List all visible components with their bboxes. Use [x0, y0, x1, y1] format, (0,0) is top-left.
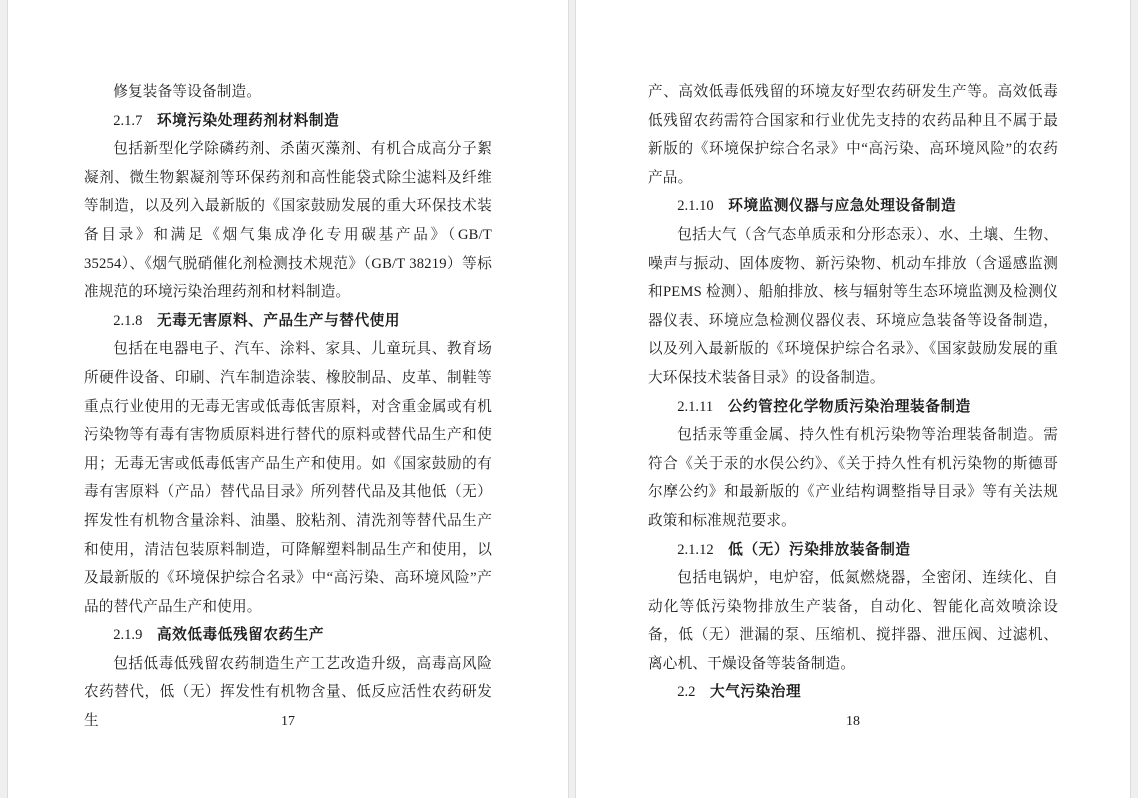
section-title: 公约管控化学物质污染治理装备制造: [727, 398, 971, 415]
section-heading: [648, 393, 1058, 422]
page-left-content: [8, 78, 568, 736]
section-title: 低（无）污染排放装备制造: [728, 541, 911, 558]
section-heading: [84, 621, 492, 650]
section-heading: [648, 536, 1058, 565]
section-number: 2.2: [677, 684, 696, 701]
document-page-left: [8, 0, 568, 798]
section-heading: [648, 192, 1058, 221]
document-page-right: [576, 0, 1130, 798]
section-number: 2.1.11: [677, 398, 714, 415]
paragraph: 修复装备等设备制造。: [113, 84, 262, 100]
section-title: 环境污染处理药剂材料制造: [156, 112, 340, 129]
paragraph: 包括新型化学除磷药剂、杀菌灭藻剂、有机合成高分子絮凝剂、微生物絮凝剂等环保药剂和高性能袋式除尘滤料及纤维等制造，以及列入最新版的《国家鼓励发展的重大环保技术装备目录》和满足《烟气集成净化专用碳基产品》（GB/T 35254）、《烟气脱硝催化剂检测技术规范》（GB/T 38219）等标准规范的环境污染治理药剂和材料制造。: [84, 141, 492, 301]
paragraph: 包括大气（含气态单质汞和分形态汞）、水、土壤、生物、噪声与振动、固体废物、新污染物、机动车排放（含遥感监测和PEMS 检测）、船舶排放、核与辐射等生态环境监测及检测仪器仪表、环境应急检测仪器仪表、环境应急装备等设备制造，以及列入最新版的《环境保护综合名录》、《国家鼓励发展的重大环保技术装备目录》的设备制造。: [648, 226, 1058, 386]
paragraph: 包括在电器电子、汽车、涂料、家具、儿童玩具、教育场所硬件设备、印刷、汽车制造涂装、橡胶制品、皮革、制鞋等重点行业使用的无毒无害或低毒低害原料，对含重金属或有机污染物等有毒有害物质原料进行替代的原料或替代品生产和使用；无毒无害或低毒低害产品生产和使用。如《国家鼓励的有毒有害原料（产品）替代品目录》所列替代品及其他低（无）挥发性有机物含量涂料、油墨、胶粘剂、清洗剂等替代品生产和使用，清洁包装原料制造，可降解塑料制品生产和使用，以及最新版的《环境保护综合名录》中“高污染、高环境风险”产品的替代产品生产和使用。: [84, 341, 492, 615]
section-title: 无毒无害原料、产品生产与替代使用: [156, 312, 401, 329]
paragraph: 产、高效低毒低残留的环境友好型农药研发生产等。高效低毒低残留农药需符合国家和行业优先支持的农药品种且不属于最新版的《环境保护综合名录》中“高污染、高环境风险”的农药产品。: [648, 84, 1058, 186]
section-title: 高效低毒低残留农药生产: [156, 627, 325, 644]
paragraph: 包括汞等重金属、持久性有机污染物等治理装备制造。需符合《关于汞的水俣公约》、《关于持久性有机污染物的斯德哥尔摩公约》和最新版的《产业结构调整指导目录》等有关法规政策和标准规范要求。: [648, 427, 1058, 529]
section-heading: [84, 107, 492, 136]
section-number: 2.1.10: [677, 198, 714, 215]
page-number: 17: [281, 714, 295, 729]
section-heading: [84, 307, 492, 336]
section-heading: [648, 678, 1058, 707]
page-number: 18: [846, 714, 860, 729]
section-title: 环境监测仪器与应急处理设备制造: [728, 198, 957, 215]
section-number: 2.1.8: [113, 312, 143, 329]
paragraph: 包括电锅炉，电炉窑，低氮燃烧器，全密闭、连续化、自动化等低污染物排放生产装备，自动化、智能化高效喷涂设备，低（无）泄漏的泵、压缩机、搅拌器、泄压阀、过滤机、离心机、干燥设备等装备制造。: [648, 570, 1058, 672]
page-right-content: [576, 78, 1130, 707]
section-number: 2.1.12: [677, 541, 714, 558]
section-number: 2.1.7: [113, 112, 143, 129]
paragraph: 包括低毒低残留农药制造生产工艺改造升级，高毒高风险农药替代，低（无）挥发性有机物含量、低反应活性农药研发生: [84, 655, 492, 730]
section-number: 2.1.9: [113, 627, 143, 644]
section-title: 大气污染治理: [710, 684, 802, 701]
